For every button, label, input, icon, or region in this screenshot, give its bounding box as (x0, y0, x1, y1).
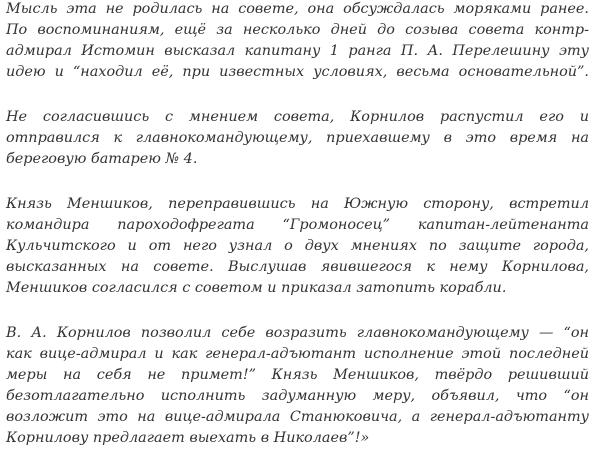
text-line: командира пароходофрегата “Громоносец” капитан-лейтенанта (6, 217, 589, 233)
text-line: возложит это на вице-адмирала Станюковича, а генерал-адъютанту (6, 409, 589, 425)
text-line: Корнилову предлагает выехать в Николаев”!» (6, 430, 370, 446)
text-line: По воспоминаниям, ещё за несколько дней до созыва совета контр- (6, 22, 589, 38)
text-line: Не согласившись с мнением совета, Корнилов распустил его и (6, 109, 589, 125)
paragraph-3 (6, 194, 589, 299)
text-line: береговую батарею № 4. (6, 151, 198, 167)
text-line: Кульчитского и от него узнал о двух мнениях по защите города, (6, 238, 589, 254)
text-line: адмирал Истомин высказал капитану 1 ранга П. А. Перелешину эту (6, 43, 589, 59)
text-line: В. А. Корнилов позволил себе возразить главнокомандующему — “он (6, 325, 589, 341)
paragraph-2 (6, 107, 589, 170)
text-line: безотлагательно исполнить задуманную меру, объявил, что “он (6, 388, 589, 404)
text-line: отправился к главнокомандующему, приехавшему в это время на (6, 130, 589, 146)
paragraph-4 (6, 323, 589, 449)
text-line: Меншиков согласился с советом и приказал затопить корабли. (6, 280, 507, 296)
text-line: как вице-адмирал и как генерал-адъютант исполнение этой последней (6, 346, 589, 362)
text-line: Князь Меншиков, переправившись на Южную сторону, встретил (6, 196, 589, 212)
text-line: Мысль эта не родилась на совете, она обсуждалась моряками ранее. (6, 1, 589, 17)
text-line: меры на себя не примет!” Князь Меншиков, твёрдо решивший (6, 367, 589, 383)
paragraph-1 (6, 0, 589, 83)
text-line: высказанных на совете. Выслушав явившегося к нему Корнилова, (6, 259, 589, 275)
text-line: идею и “находил её, при известных условиях, весьма основательной”. (6, 64, 589, 80)
